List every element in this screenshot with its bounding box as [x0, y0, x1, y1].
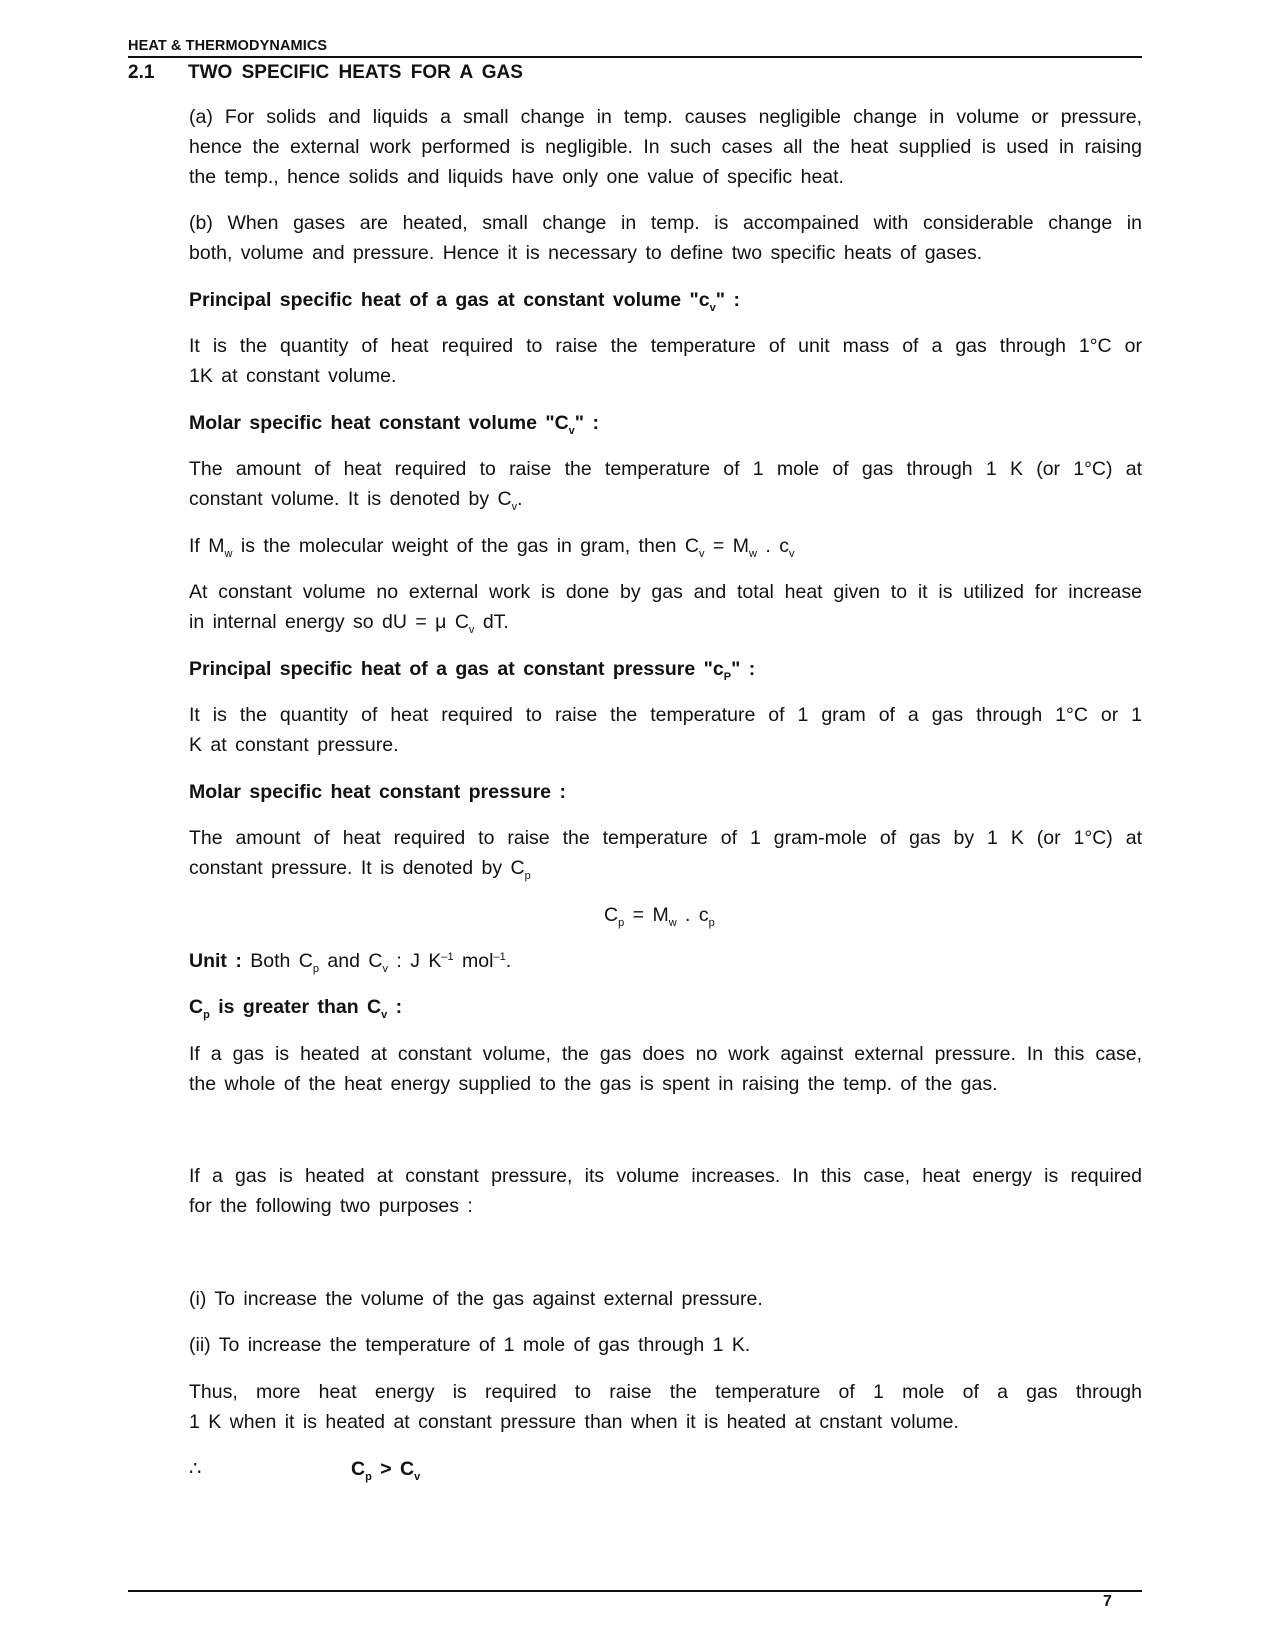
footer-rule — [128, 1590, 1142, 1592]
para-molar-cp-line2: constant pressure. It is denoted by $C_p$ — [189, 857, 531, 882]
para-thus-line1: Thus, more heat energy is required to raise the temperature of 1 mole of a gas through — [189, 1381, 1142, 1403]
para-du-line1: At constant volume no external work is done by gas and total heat given to it is utilized for increase — [189, 581, 1142, 603]
para-a-line3: the temp., hence solids and liquids have only one value of specific heat. — [189, 166, 844, 188]
list-item-ii: (ii) To increase the temperature of 1 mole of gas through 1 K. — [189, 1334, 751, 1356]
list-item-i: (i) To increase the volume of the gas against external pressure. — [189, 1288, 763, 1310]
para-cv-line2: 1K at constant volume. — [189, 365, 397, 387]
para-b-line1: (b) When gases are heated, small change in temp. is accompained with considerable change in — [189, 212, 1142, 234]
para-du-line2: in internal energy so dU = μ $C_v$ dT. — [189, 611, 509, 636]
heading-principal-cp: Principal specific heat of a gas at constant pressure "$c_P$" : — [189, 658, 756, 683]
para-constant-volume-line2: the whole of the heat energy supplied to the gas is spent in raising the temp. of the gas. — [189, 1073, 998, 1095]
section-number: 2.1 — [128, 62, 155, 83]
para-cp-line1: It is the quantity of heat required to raise the temperature of 1 gram of a gas through 1°C or 1 — [189, 704, 1142, 726]
heading-molar-cp: Molar specific heat constant pressure : — [189, 781, 566, 803]
para-molar-cp-line1: The amount of heat required to raise the temperature of 1 gram-mole of gas by 1 K (or 1°C) at — [189, 827, 1142, 849]
para-molar-cv-line2: constant volume. It is denoted by $C_v$. — [189, 488, 523, 513]
para-constant-pressure-line1: If a gas is heated at constant pressure, its volume increases. In this case, heat energy is required — [189, 1165, 1142, 1187]
para-a-line1: (a) For solids and liquids a small change in temp. causes negligible change in volume or pressure, — [189, 106, 1142, 128]
unit-line: Unit : Both $C_p$ and $C_v$ : J $K^{-1}$ mol$^{-1}$. — [189, 950, 512, 975]
equation-cp: $C_p = M_w$ . $c_p$ — [604, 904, 715, 929]
therefore-symbol: ∴ — [189, 1458, 202, 1480]
para-constant-pressure-line2: for the following two purposes : — [189, 1195, 473, 1217]
running-header: HEAT & THERMODYNAMICS — [128, 38, 328, 54]
para-cv-line1: It is the quantity of heat required to raise the temperature of unit mass of a gas through 1°C or — [189, 335, 1142, 357]
para-a-line2: hence the external work performed is negligible. In such cases all the heat supplied is used in raising — [189, 136, 1142, 158]
page-number: 7 — [1103, 1593, 1112, 1610]
heading-principal-cv: Principal specific heat of a gas at constant volume "$c_v$" : — [189, 289, 740, 314]
conclusion-cp-gt-cv: $C_p > C_v$ — [351, 1458, 421, 1483]
para-constant-volume-line1: If a gas is heated at constant volume, the gas does no work against external pressure. In this case, — [189, 1043, 1142, 1065]
heading-molar-cv: Molar specific heat constant volume "$C_v$" : — [189, 412, 599, 437]
header-rule — [128, 56, 1142, 58]
para-molar-cv-line1: The amount of heat required to raise the temperature of 1 mole of gas through 1 K (or 1°C) at — [189, 458, 1142, 480]
section-title: TWO SPECIFIC HEATS FOR A GAS — [188, 62, 523, 83]
para-cp-line2: K at constant pressure. — [189, 734, 399, 756]
heading-cp-greater-cv: $C_p$ is greater than $C_v$ : — [189, 996, 403, 1021]
para-thus-line2: 1 K when it is heated at constant pressure than when it is heated at cnstant volume. — [189, 1411, 959, 1433]
section-heading — [128, 62, 523, 84]
para-molecular-weight: If $M_w$ is the molecular weight of the gas in gram, then $C_v = M_w$ . $c_v$ — [189, 535, 795, 560]
para-b-line2: both, volume and pressure. Hence it is necessary to define two specific heats of gases. — [189, 242, 983, 264]
